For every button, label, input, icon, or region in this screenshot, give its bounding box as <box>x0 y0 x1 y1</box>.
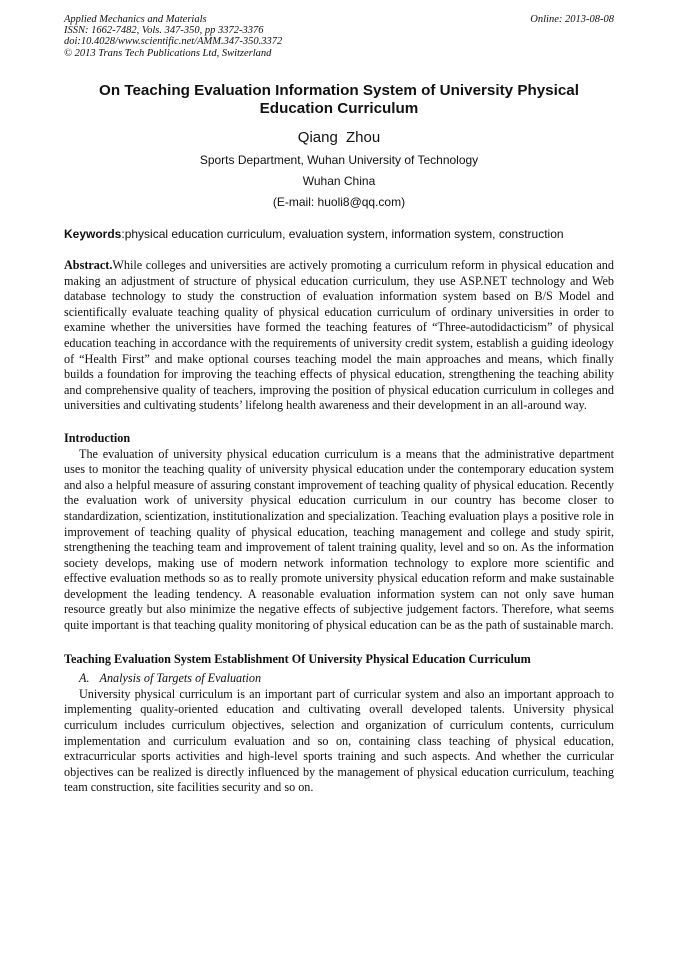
online-date: Online: 2013-08-08 <box>530 14 614 25</box>
abstract-text: While colleges and universities are actively promoting a curriculum reform in physical education and making an adjustment of structure of physical education curriculum, they use ASP.NET technology and Web database technology to study the construction of evaluation information system based on B/S Model and scientifically evaluate teaching quality of physical education curriculum of ordinary universities in order to examine whether the universities have formed the teaching features of “Three-autodidacticism” of physical education teaching in accordance with the requirements of university credit system, establish a guiding ideology of “Health First” and make optional courses teaching model the main approaches and means, which finally builds a foundation for improving the teaching effects of physical education, strengthening the teaching ability and comprehensive quality of teachers, improving the position of physical education curriculum in colleges and universities and cultivating students’ lifelong health awareness and their development in an all-around way. <box>64 258 614 413</box>
subsection-letter: A. <box>79 671 90 686</box>
paper-title: On Teaching Evaluation Information System of University Physical Education Curriculum <box>99 82 579 117</box>
issn-line: ISSN: 1662-7482, Vols. 347-350, pp 3372-3376 <box>64 25 264 37</box>
introduction-paragraph: The evaluation of university physical education curriculum is a means that the administrative department uses to monitor the teaching quality of university physical education under the contemporary education system and also a helpful measure of assuring constant improvement of teaching quality of physical education. Recently the evaluation work of university physical education curriculum in our country has become closer to standardization, scientization, institutionalization and specialization. Teaching evaluation plays a positive role in improvement of teaching quality of physical education, teaching management and college and study spirit, strengthening the teaching team and improvement of talent training quality, level and so on. As the information society develops, making use of modern network information technology to explore more scientific and effective evaluation methods so as to really promote university physical education reform and make sustainable development the leading tendency. A reasonable evaluation information system can not only save human resource greatly but also minimize the negative effects of subjective judgement factors. Therefore, what seems quite important is that teaching quality monitoring of physical education can be as the path of sustainable march. <box>64 446 614 633</box>
author-affiliation: Sports Department, Wuhan University of Technology <box>199 153 479 167</box>
journal-header <box>64 14 614 60</box>
section2-heading: Teaching Evaluation System Establishment Of University Physical Education Curriculum <box>64 651 531 666</box>
author-location: Wuhan China <box>302 174 376 188</box>
paper-page <box>64 14 614 796</box>
introduction-heading: Introduction <box>64 430 131 445</box>
journal-name: Applied Mechanics and Materials <box>64 14 207 25</box>
keywords-line <box>64 227 614 241</box>
author-email: (E-mail: huoli8@qq.com) <box>272 195 406 209</box>
section2-paragraph: University physical curriculum is an important part of curricular system and also an important approach to implementing quality-oriented education and cultivating overall developed talents. University physical curriculum includes curriculum objectives, selection and organization of curriculum contents, curriculum implementation and curriculum evaluation and so on, containing class teaching of physical education, extracurricular sports activities and high-level sports training and such aspects. And whether the curricular objectives can be realized is directly influenced by the management of physical education curriculum, teaching team construction, site facilities security and so on. <box>64 686 614 795</box>
keywords-text: :physical education curriculum, evaluation system, information system, construction <box>121 227 564 241</box>
copyright-line: © 2013 Trans Tech Publications Ltd, Switzerland <box>64 47 272 59</box>
keywords-label: Keywords <box>64 227 122 241</box>
abstract-paragraph <box>64 258 614 414</box>
author-name: Qiang Zhou <box>297 129 381 146</box>
subsection-title: Analysis of Targets of Evaluation <box>99 671 262 686</box>
doi-line: doi:10.4028/www.scientific.net/AMM.347-350.3372 <box>64 36 283 48</box>
subsection-a-heading <box>64 671 614 687</box>
abstract-label: Abstract. <box>64 258 113 272</box>
